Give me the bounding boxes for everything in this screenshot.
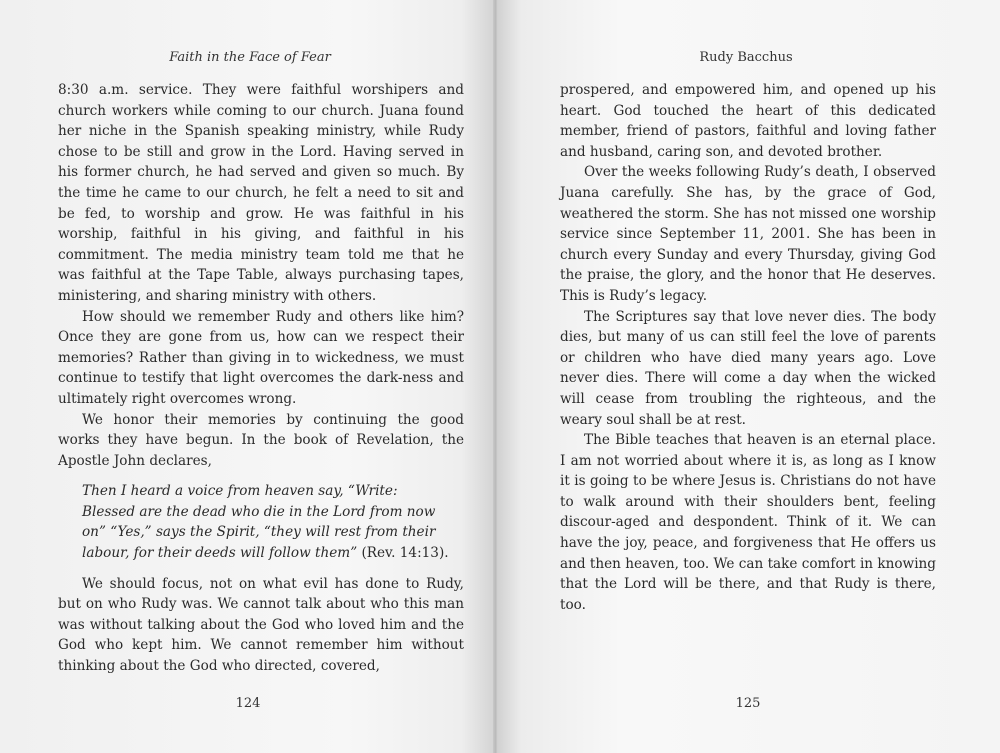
left-paragraph-3: We honor their memories by continuing the good works they have begun. In the book of Revelation, the Apostle John declares, [58,411,464,469]
right-paragraph-1: prospered, and empowered him, and opened up his heart. God touched the heart of this dedicated member, friend of pastors, faithful and loving father and husband, caring son, and devoted brother. [560,82,936,160]
right-running-head: Rudy Bacchus [699,50,793,65]
right-paragraph-3: The Scriptures say that love never dies. The body dies, but many of us can still feel the love of parents or children who have died many years ago. Love never dies. There will come a day when the wicked will cease from troubling the righteous, and the weary soul shall be at rest. [560,308,936,428]
left-running-head: Faith in the Face of Fear [169,50,331,65]
right-body-text [560,80,936,615]
scripture-quote [82,481,452,563]
left-paragraph-4: We should focus, not on what evil has done to Rudy, but on who Rudy was. We cannot talk about who this man was without talking about the God who loved him and the God who kept him. We cannot remember him without thinking about the God who directed, covered, [58,575,464,675]
right-page-number: 125 [735,696,761,711]
left-paragraph-2: How should we remember Rudy and others like him? Once they are gone from us, how can we respect their memories? Rather than giving in to wickedness, we must continue to testify that light overcomes the dark-ness and ultimately right overcomes wrong. [58,308,464,407]
left-page-number: 124 [235,696,261,711]
scripture-quote-text: Then I heard a voice from heaven say, “Write: Blessed are the dead who die in the Lord from now on” “Yes,” says the Spirit, “they will rest from their labour, for their deeds will follow them” [82,483,436,562]
right-paragraph-4: The Bible teaches that heaven is an eternal place. I am not worried about where it is, as long as I know it is going to be where Jesus is. Christians do not have to walk around with their shoulders bent, feeling discour-aged and despondent. Think of it. We can have the joy, peace, and forgiveness that He offers us and then heaven, too. We can take comfort in knowing that the Lord will be there, and that Rudy is there, too. [560,432,936,613]
right-page [496,0,1000,753]
scripture-citation: (Rev. 14:13). [357,545,449,562]
right-paragraph-2: Over the weeks following Rudy’s death, I observed Juana carefully. She has, by the grace of God, weathered the storm. She has not missed one worship service since September 11, 2001. She has been in church every Sunday and every Thursday, giving God the praise, the glory, and the honor that He deserves. This is Rudy’s legacy. [560,164,936,304]
left-page [0,0,496,753]
left-paragraph-1: 8:30 a.m. service. They were faithful worshipers and church workers while coming to our church. Juana found her niche in the Spanish speaking ministry, while Rudy chose to be still and grow in the Lord. Having served in his former church, he had served and given so much. By the time he came to our church, he felt a need to sit and be fed, to worship and grow. He was faithful in his worship, faithful in his giving, and faithful in his commitment. The media ministry team told me that he was faithful at the Tape Table, always purchasing tapes, ministering, and sharing ministry with others. [58,82,464,304]
left-body-text [58,80,464,677]
book-gutter [493,0,498,753]
